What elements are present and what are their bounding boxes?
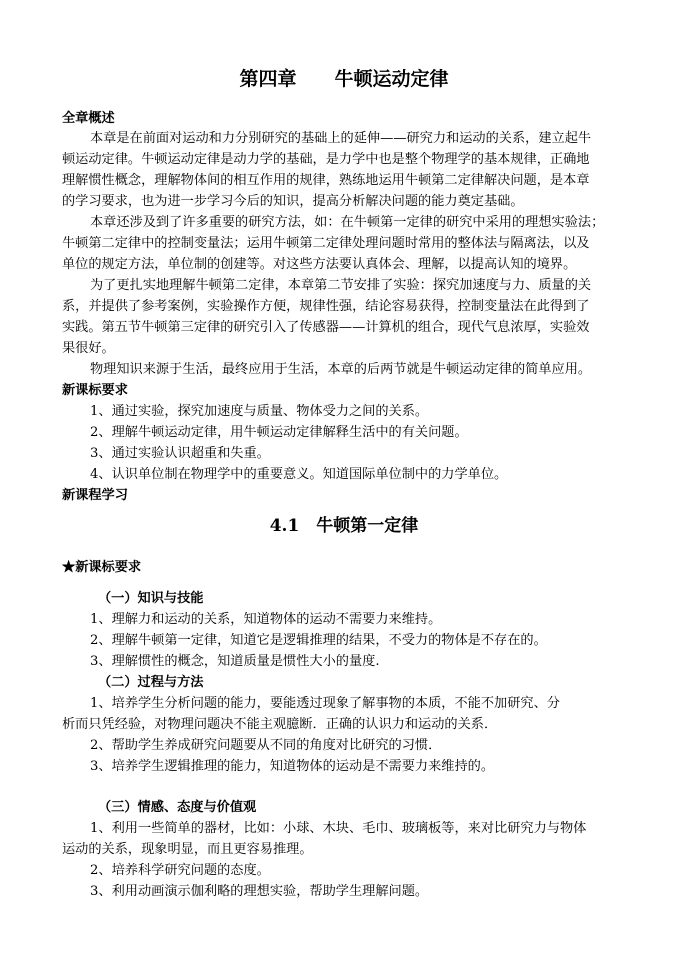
star-icon: ★ bbox=[62, 560, 76, 575]
requirement-item: 4、认识单位制在物理学中的重要意义。知道国际单位制中的力学单位。 bbox=[90, 467, 508, 482]
attitude-line: 1、利用一些简单的器材，比如：小球、木块、毛巾、玻璃板等，来对比研究力与物体 bbox=[90, 821, 587, 836]
overview-line: 为了更扎实地理解牛顿第二定律，本章第二节安排了实验：探究加速度与力、质量的关 bbox=[90, 278, 592, 293]
attitude-heading: （三）情感、态度与价值观 bbox=[98, 800, 257, 815]
overview-line: 物理知识来源于生活，最终应用于生活，本章的后两节就是牛顿运动定律的简单应用。 bbox=[90, 362, 592, 377]
overview-line: 理解惯性概念，理解物体间的相互作用的规律，熟练地运用牛顿第二定律解决问题，是本章 bbox=[62, 173, 590, 188]
overview-line: 牛顿第二定律中的控制变量法；运用牛顿第二定律处理问题时常用的整体法与隔离法，以及 bbox=[62, 236, 590, 251]
study-heading: 新课程学习 bbox=[62, 488, 128, 503]
attitude-line: 3、利用动画演示伽利略的理想实验，帮助学生理解问题。 bbox=[90, 884, 429, 899]
knowledge-item: 1、理解力和运动的关系，知道物体的运动不需要力来维持。 bbox=[90, 612, 442, 627]
overview-line: 实践。第五节牛顿第三定律的研究引入了传感器——计算机的组合，现代气息浓厚，实验效 bbox=[62, 320, 590, 335]
overview-line: 系，并提供了参考案例，实验操作方便，规律性强，结论容易获得，控制变量法在此得到了 bbox=[62, 299, 590, 314]
overview-line: 顿运动定律。牛顿运动定律是动力学的基础，是力学中也是整个物理学的基本规律，正确地 bbox=[62, 152, 590, 167]
knowledge-item: 3、理解惯性的概念，知道质量是惯性大小的量度. bbox=[90, 654, 380, 669]
overview-line: 果很好。 bbox=[62, 341, 115, 356]
overview-line: 单位的规定方法，单位制的创建等。对这些方法要认真体会、理解，以提高认知的境界。 bbox=[62, 257, 577, 272]
process-line: 3、培养学生逻辑推理的能力，知道物体的运动是不需要力来维持的。 bbox=[90, 759, 495, 774]
requirement-item: 1、通过实验，探究加速度与质量、物体受力之间的关系。 bbox=[90, 404, 429, 419]
knowledge-item: 2、理解牛顿第一定律，知道它是逻辑推理的结果，不受力的物体是不存在的。 bbox=[90, 633, 547, 648]
process-heading: （二）过程与方法 bbox=[98, 675, 204, 690]
section-requirements-heading bbox=[62, 557, 141, 578]
knowledge-heading: （一）知识与技能 bbox=[98, 591, 204, 606]
requirement-item: 2、理解牛顿运动定律，用牛顿运动定律解释生活中的有关问题。 bbox=[90, 425, 468, 440]
process-line: 析而只凭经验，对物理问题决不能主观臆断．正确的认识力和运动的关系． bbox=[62, 717, 498, 732]
section-title: 4.1 牛顿第一定律 bbox=[269, 516, 419, 536]
attitude-line: 2、培养科学研究问题的态度。 bbox=[90, 863, 270, 878]
requirements-heading: 新课标要求 bbox=[62, 383, 128, 398]
overview-line: 本章是在前面对运动和力分别研究的基础上的延伸——研究力和运动的关系，建立起牛 bbox=[90, 131, 592, 146]
overview-line: 本章还涉及到了许多重要的研究方法，如：在牛顿第一定律的研究中采用的理想实验法； bbox=[90, 215, 605, 230]
attitude-line: 运动的关系，现象明显，而且更容易推理。 bbox=[62, 842, 313, 857]
process-line: 2、帮助学生养成研究问题要从不同的角度对比研究的习惯． bbox=[90, 738, 442, 753]
requirement-item: 3、通过实验认识超重和失重。 bbox=[90, 446, 270, 461]
process-line: 1、培养学生分析问题的能力，要能透过现象了解事物的本质，不能不加研究、分 bbox=[90, 696, 560, 711]
overview-line: 的学习要求，也为进一步学习今后的知识，提高分析解决问题的能力奠定基础。 bbox=[62, 194, 524, 209]
overview-heading: 全章概述 bbox=[62, 111, 115, 126]
chapter-title: 第四章 牛顿运动定律 bbox=[239, 68, 449, 90]
section-requirements-label: 新课标要求 bbox=[75, 560, 142, 575]
